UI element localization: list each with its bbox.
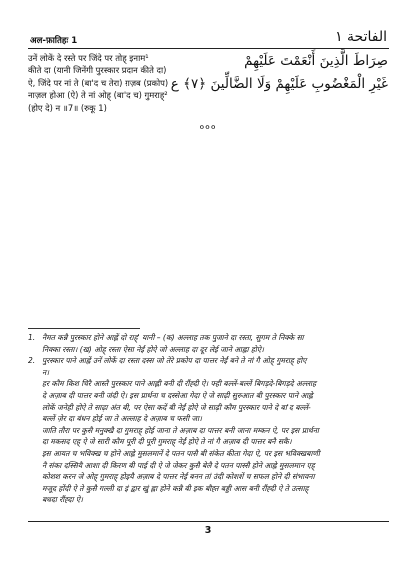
footnote-line: हर कौम किश चिरै आस्तै पुरस्कार पाने आह्ली बनी दी रौंह्दी ऐ। फ्ही बल्लें-बल्लें बिगड़दे-बिगड़दे अल्लाह: [42, 379, 317, 389]
footnote-line: न।: [42, 367, 50, 377]
footer-rule: [28, 521, 389, 522]
footnote-number: 1.: [28, 333, 36, 342]
footnote-line: नै संका दस्सियै आशा दी किरण बी पाई दी ऐ जे जेकर कुसै बेलै दे पतन पास्सै होने आह्ले मुसलमान एह्: [42, 460, 315, 470]
footnote-line: इस आयत च भविक्ख च होने आह्ले मुसलमानें दे पतन पासै बी संकेत कीता गेदा ऐ, पर इस भविक्खबाणी: [42, 448, 320, 458]
chapter-header-arabic: الفاتحة ١: [335, 29, 387, 45]
footnote-line: निक्का रस्ता। (ख) ओह् रस्ता ऐसा नेईं होऐ जो अल्लाह दा दूर लेई जाने आह्ला होऐ।: [42, 344, 264, 354]
footnote-1: [28, 332, 388, 355]
arabic-verse: [170, 50, 388, 96]
footnote-line: पुरस्कार पाने आह्लें उनें लोकें दा रस्ता दस्स जो तेरे प्रकोप दा पात्तर नेईं बने ते नां गै ओह् गुमराह् होए: [42, 356, 307, 366]
translation-line: नाज़ल होआ (ऐ) ते नां ओह् (बा'द च) गुमराह्²: [28, 90, 168, 101]
footnote-paragraph: [28, 378, 388, 424]
footnotes: [28, 332, 388, 506]
translation-line: कीते दा (यानी जिनेंगी पुरस्कार प्रदान कीते दा): [28, 65, 167, 76]
footnote-line: कोशश करन जे ओह् गुमराह् होइयै अज़ाब दे पात्तर नेईं बनन तां उंदी कोशशें च सफल होने दी संभावना: [42, 472, 315, 482]
arabic-line: صِرَاطَ الَّذِينَ أَنْعَمْتَ عَلَيْهِمْ: [244, 53, 388, 69]
footnote-line: दे अज़ाब दी पात्तर बनी जंदी ऐ। इस प्रार्थना च दस्सेआ गेदा ऐ जे साढ़ी सुरुआत बी पुरस्कार पाने आह्ले: [42, 390, 313, 400]
chapter-header-hindi: अल-फ़ातिहः 1: [30, 36, 78, 46]
translation-line: (होए दे) न ॥7॥ (रुकू 1): [28, 102, 107, 113]
footnote-line: नैमत कन्नै पुरस्कार होने आह्लें दो राह्' यानी – (क) अल्लाह तक पुजाने दा रस्ता, सुगम ते निक्के सा: [42, 333, 304, 342]
section-end-mark: ०००: [199, 123, 217, 133]
footnote-line: मजूद होंदी ऐ ते कुसै गल्ली दा इं द्वार खुं ह्ला होने कन्नै बी इक बौह्त बड्डी आस बनी रौंह्दी ऐ ते उत्साह्: [42, 483, 309, 493]
footnote-number: 2.: [28, 356, 36, 366]
page-number: 3: [204, 525, 212, 536]
header-rule: [28, 48, 389, 49]
translation-line: ऐ, जिंदे पर नां ते (बा'द च तेरा) ग़ज़ब (प्रकोप): [28, 77, 169, 88]
footnote-paragraph: [28, 425, 388, 506]
footnote-line: बधदा रौंह्दा ऐ।: [42, 495, 83, 505]
footnote-line: बल्लें ज़ेर दा बंधन होई जा ते अल्लाह दे अज़ाब च फसी जा।: [42, 414, 202, 424]
page-header: [28, 31, 389, 49]
footnote-line: लोकें जनेही होऐ ते साढ़ा अंत बी, पर ऐसा कदें बी नेईं होऐ जे साढ़ी कौम पुरस्कार पाने दे बा'द बल्लें-: [42, 402, 311, 412]
footnote-rule: [28, 328, 140, 329]
footnote-line: जाति तौरा पर कुसै मनुक्खै दा गुमराह् होई जाना ते अज़ाब दा पात्तर बनी जाना मम्कन ऐ, पर इस प्रार्थना: [42, 425, 319, 435]
arabic-line: غَيْرِ الْمَغْضُوبِ عَلَيْهِمْ وَلَا الضَّالِّينَ ﴿٧﴾ ع: [170, 76, 388, 92]
footnote-line: दा मकसद एह् ऐ जे सारी कौम पूरी दी पूरी गुमराह् नेईं होऐ ते नां गै अज़ाब दी पात्तर बनै सकै।: [42, 437, 292, 447]
translation-line: उनें लोकें दे रस्ते पर जिंदे पर तोह् इनाम¹: [28, 53, 149, 63]
footnote-2: [28, 355, 388, 378]
